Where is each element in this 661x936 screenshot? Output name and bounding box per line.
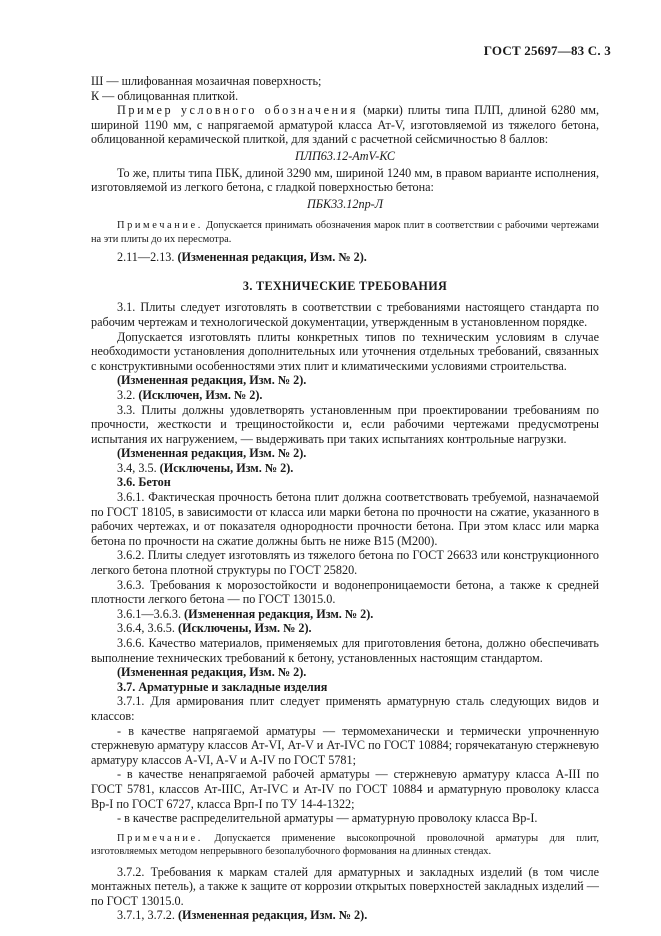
note-lead: Примечание. bbox=[117, 220, 203, 232]
note bbox=[91, 219, 599, 246]
paragraph: 3.6.6. Качество материалов, применяемых для приготовления бетона, должно обеспечивать выполнение технических требований к бетону, установленных настоящим стандартом. bbox=[91, 636, 599, 665]
change-note: (Измененная редакция, Изм. № 2). bbox=[177, 908, 368, 923]
subsection-title: 3.7. Арматурные и закладные изделия bbox=[117, 679, 328, 694]
change-note: (Исключены, Изм. № 2). bbox=[177, 621, 312, 636]
paragraph bbox=[91, 250, 599, 265]
paragraph: 3.3. Плиты должны удовлетворять установленным при проектировании требованиям по прочности, жесткости и трещиностойкости и, если рабочими чертежами предусмотрены испытания их нагружением, — выдерживать при таких испытаниях контрольные нагрузки. bbox=[91, 402, 599, 446]
list-item: - в качестве распределительной арматуры — арматурную проволоку класса Вр-I. bbox=[117, 811, 538, 826]
change-note: (Исключены, Изм. № 2). bbox=[159, 460, 294, 475]
change-note: (Измененная редакция, Изм. № 2). bbox=[117, 446, 307, 461]
paragraph: 3.7.1. Для армирования плит следует применять арматурную сталь следующих видов и классов: bbox=[91, 694, 599, 723]
paragraph bbox=[91, 607, 599, 622]
paragraph-example bbox=[91, 103, 599, 147]
change-note: (Измененная редакция, Изм. № 2). bbox=[177, 250, 367, 265]
clause-number: 3.4, 3.5. bbox=[117, 460, 160, 475]
text-line: К — облицованная плиткой. bbox=[91, 88, 239, 103]
note bbox=[91, 832, 599, 859]
paragraph: Допускается изготовлять плиты конкретных типов по техническим условиям в случае необходимости установления дополнительных или уточнения отдельных требований, связанных с конструктивными особенностями этих плит и климатическими условиями строительства. bbox=[91, 329, 599, 373]
list-item: - в качестве напрягаемой арматуры — термомеханически и термически упрочненную стержневую арматуру классов Ат-VI, Ат-V и Ат-IVC по ГОСТ 10884; горячекатаную стержневую арматуру классов A-VI, A-V и A-IV по ГОСТ 5781; bbox=[91, 723, 599, 767]
page-header: ГОСТ 25697—83 С. 3 bbox=[483, 43, 611, 58]
note-text: Допускается принимать обозначения марок плит в соответствии с рабочими чертежами на эти плиты до их пересмотра. bbox=[91, 220, 599, 245]
paragraph: 3.6.2. Плиты следует изготовлять из тяжелого бетона по ГОСТ 26633 или конструкционного легкого бетона плотной структуры по ГОСТ 25820. bbox=[91, 548, 599, 578]
paragraph: 3.1. Плиты следует изготовлять в соответствии с требованиями настоящего стандарта по рабочим чертежам и технологической документации, утвержденным в установленном порядке. bbox=[91, 300, 599, 329]
list-item: - в качестве ненапрягаемой рабочей арматуры — стержневую арматуру класса A-III по ГОСТ 5781, классов Ат-IIIC, Ат-IVC и Ат-IV по ГОСТ 10884 и арматурную проволоку класса Вр-I по ГОСТ 6727, класса Врп-I по ТУ 14-4-1322; bbox=[91, 767, 599, 811]
paragraph: 3.6.1. Фактическая прочность бетона плит должна соответствовать требуемой, назначаемой по ГОСТ 18105, в зависимости от класса или марки бетона по прочности на сжатие, указанного в рабочих чертежах, и от показателя однородности прочности бетона. При этом класс или марка бетона по прочности на сжатие должны быть не ниже В15 (М200). bbox=[91, 490, 599, 548]
paragraph: 3.6.3. Требования к морозостойкости и водонепроницаемости бетона, а также к средней плотности легкого бетона — по ГОСТ 13015.0. bbox=[91, 577, 599, 607]
change-note: (Измененная редакция, Изм. № 2). bbox=[117, 665, 307, 680]
example-text: (марки) плиты типа ПЛП, длиной 6280 мм, шириной 1190 мм, с напрягаемой арматурой класса Ат-V, изготовляемой из тяжелого бетона, облицованной керамической плиткой, для зданий с расчетной сейсмичностью 8 баллов: bbox=[91, 103, 599, 147]
change-note: (Измененная редакция, Изм. № 2). bbox=[184, 606, 374, 621]
change-note: (Измененная редакция, Изм. № 2). bbox=[117, 373, 307, 388]
formula-designation: ПБК33.12пр-Л bbox=[306, 196, 383, 211]
subsection-title: 3.6. Бетон bbox=[117, 475, 171, 490]
paragraph bbox=[91, 621, 599, 636]
paragraph: 3.7.2. Требования к маркам сталей для арматурных и закладных изделий (в том числе монтажных петель), а также к защите от коррозии открытых поверхностей закладных изделий — по ГОСТ 13015.0. bbox=[91, 864, 599, 908]
change-note: (Исключен, Изм. № 2). bbox=[138, 387, 263, 402]
paragraph bbox=[91, 388, 599, 403]
clause-number: 3.2. bbox=[117, 387, 139, 402]
example-lead: Пример условного обозначения bbox=[117, 103, 359, 118]
section-title: 3. ТЕХНИЧЕСКИЕ ТРЕБОВАНИЯ bbox=[242, 278, 448, 293]
paragraph bbox=[91, 908, 599, 923]
paragraph: То же, плиты типа ПБК, длиной 3290 мм, шириной 1240 мм, в правом варианте исполнения, изготовляемой из легкого бетона, с гладкой поверхностью бетона: bbox=[91, 165, 599, 195]
clause-number: 2.11—2.13. bbox=[117, 250, 178, 265]
clause-number: 3.6.4, 3.6.5. bbox=[117, 621, 178, 636]
text-line: Ш — шлифованная мозаичная поверхность; bbox=[91, 74, 322, 88]
note-lead: Примечание. bbox=[117, 832, 203, 844]
clause-number: 3.7.1, 3.7.2. bbox=[117, 908, 178, 923]
formula-designation: ПЛП63.12-АтV-КС bbox=[294, 148, 396, 163]
clause-number: 3.6.1—3.6.3. bbox=[117, 606, 185, 621]
page-content bbox=[91, 74, 599, 923]
note-text: Допускается применение высокопрочной проволочной арматуры для плит, изготовляемых методом непрерывного безопалубочного формования на длинных стендах. bbox=[91, 832, 599, 858]
paragraph bbox=[91, 461, 599, 476]
